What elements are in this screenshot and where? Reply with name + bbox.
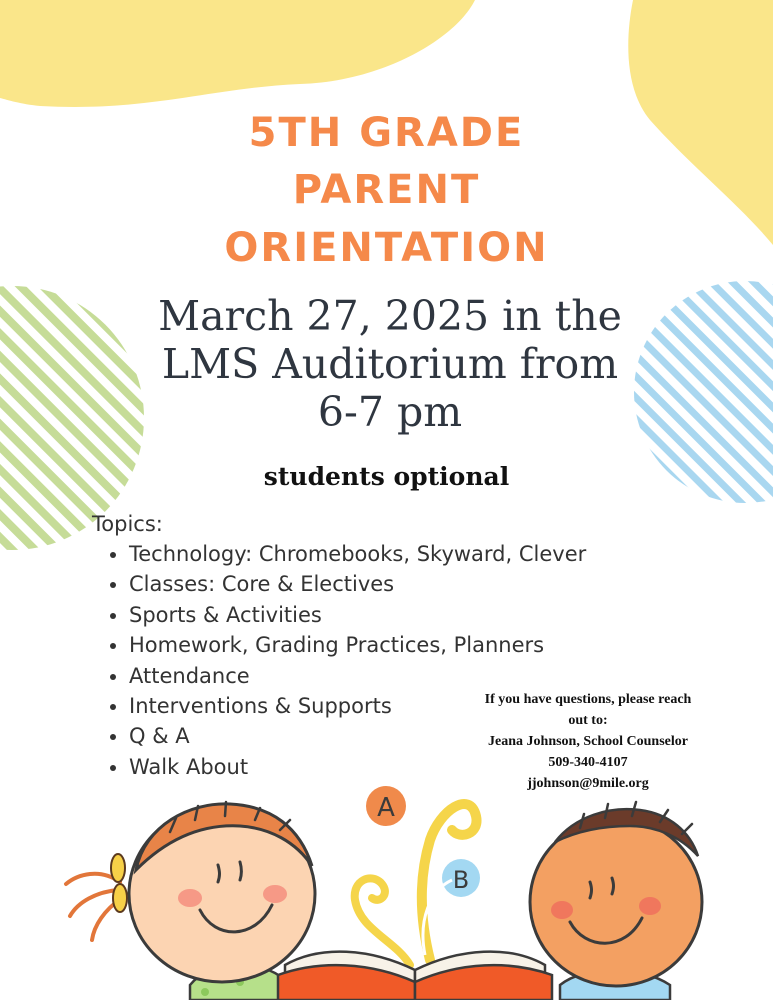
topic-item: Technology: Chromebooks, Skyward, Clever <box>106 540 586 570</box>
letter-a-bubble <box>366 786 406 826</box>
event-line-1: March 27, 2025 in the <box>158 292 622 340</box>
students-optional-note: students optional <box>263 462 510 491</box>
topic-item: Homework, Grading Practices, Planners <box>106 631 586 661</box>
event-line-3: 6-7 pm <box>317 388 463 436</box>
topic-item: Interventions & Supports <box>106 692 586 722</box>
boy-illustration <box>530 802 702 1000</box>
open-book <box>278 952 552 1000</box>
letter-a: A <box>377 793 395 823</box>
topic-item: Walk About <box>106 753 586 783</box>
contact-phone: 509-340-4107 <box>548 755 628 770</box>
contact-line-1: If you have questions, please reach <box>484 692 692 707</box>
contact-line-2: out to: <box>568 713 608 728</box>
topics-label: Topics: <box>92 512 163 536</box>
yellow-blob-top-left <box>0 0 475 107</box>
title-line-1: 5TH GRADE <box>248 110 525 156</box>
topic-item: Sports & Activities <box>106 601 586 631</box>
letter-b: B <box>452 866 470 894</box>
topic-item: Classes: Core & Electives <box>106 570 586 600</box>
contact-email: jjohnson@9mile.org <box>527 776 649 791</box>
kids-reading-illustration <box>0 770 773 1000</box>
topic-item: Attendance <box>106 662 586 692</box>
title-line-3: ORIENTATION <box>224 225 549 271</box>
topic-item: Q & A <box>106 722 586 752</box>
girl-illustration <box>66 802 315 1000</box>
event-line-2: LMS Auditorium from <box>161 340 619 388</box>
swirl-yellow-small <box>355 878 410 965</box>
letter-b-bubble <box>442 859 480 897</box>
title-line-2: PARENT <box>292 167 481 213</box>
contact-name: Jeana Johnson, School Counselor <box>488 734 688 749</box>
